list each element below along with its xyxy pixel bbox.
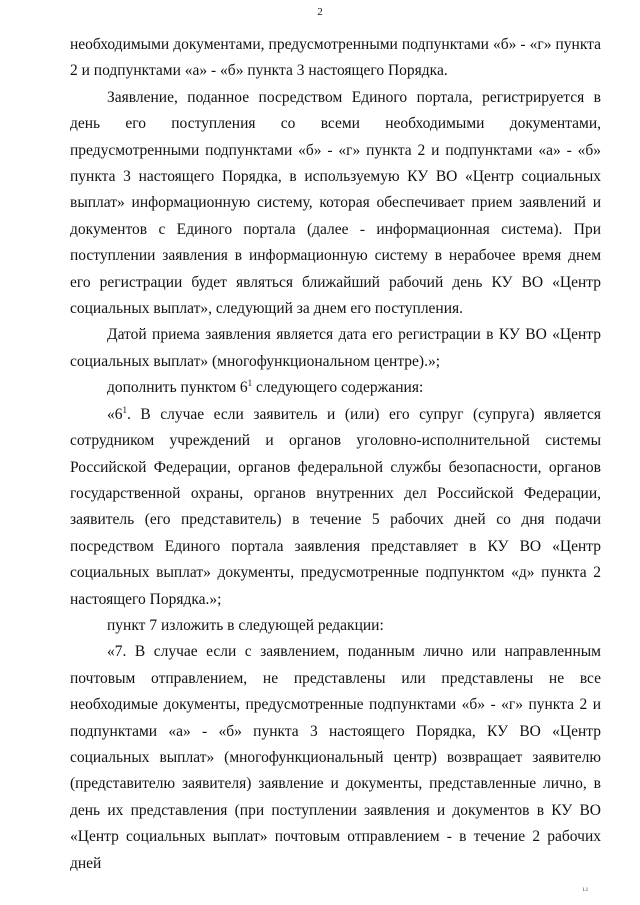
paragraph-point-6-1 bbox=[70, 402, 601, 613]
paragraph-point-7: «7. В случае если с заявлением, поданным лично или направленным почтовым отправлением, не представлены или представлены не все необходимые документы, предусмотренные подпунктами «б» - «г» пункта 2 и подпунктами «а» - «б» пункта 3 настоящего Порядка, КУ ВО «Центр социальных выплат» (многофункциональный центр) возвращает заявителю (представителю заявителя) заявление и документы, представленные лично, в день их представления (при поступлении заявления и документов в КУ ВО «Центр социальных выплат» почтовым отправлением - в течение 2 рабочих дней bbox=[70, 643, 601, 872]
document-body bbox=[70, 32, 601, 877]
paragraph-continuation: необходимыми документами, предусмотренными подпунктами «б» - «г» пункта 2 и подпунктами «а» - «б» пункта 3 настоящего Порядка. bbox=[70, 36, 601, 80]
paragraph-portal-registration: Заявление, поданное посредством Единого портала, регистрируется в день его поступления со всеми необходимыми документами, предусмотренными подпунктами «б» - «г» пункта 2 и подпунктами «а» - «б» пункта 3 настоящего Порядка, в используемую КУ ВО «Центр социальных выплат» информационную систему, которая обеспечивает прием заявлений и документов с Единого портала (далее - информационная система). При поступлении заявления в информационную систему в нерабочее время днем его регистрации будет являться ближайший рабочий день КУ ВО «Центр социальных выплат», следующий за днем его поступления. bbox=[70, 88, 601, 318]
superscript-one: 1 bbox=[247, 378, 253, 389]
paragraph-point-7-intro: пункт 7 изложить в следующей редакции: bbox=[107, 616, 384, 634]
paragraph-point-6-1-number: «6 bbox=[107, 405, 123, 423]
paragraph-add-point-6-1 bbox=[70, 375, 601, 401]
corner-mark: ı.ı bbox=[582, 885, 588, 893]
paragraph-add-point-6-1-text: дополнить пунктом 6 bbox=[107, 379, 248, 397]
paragraph-acceptance-date: Датой приема заявления является дата его регистрации в КУ ВО «Центр социальных выплат» (многофункциональном центре).»; bbox=[70, 326, 601, 370]
page-number: 2 bbox=[317, 6, 323, 18]
superscript-one: 1 bbox=[122, 404, 127, 415]
paragraph-add-point-6-1-tail: следующего содержания: bbox=[252, 379, 424, 397]
paragraph-point-6-1-text: . В случае если заявитель и (или) его супруг (супруга) является сотрудником учреждений и органов уголовно-исполнительной системы Российской Федерации, органов федеральной службы безопасности, органов государственной охраны, органов внутренних дел Российской Федерации, заявитель (его представитель) в течение 5 рабочих дней со дня подачи посредством Единого портала заявления представляет в КУ ВО «Центр социальных выплат» документы, предусмотренные подпунктом «д» пункта 2 настоящего Порядка.»; bbox=[70, 405, 601, 608]
